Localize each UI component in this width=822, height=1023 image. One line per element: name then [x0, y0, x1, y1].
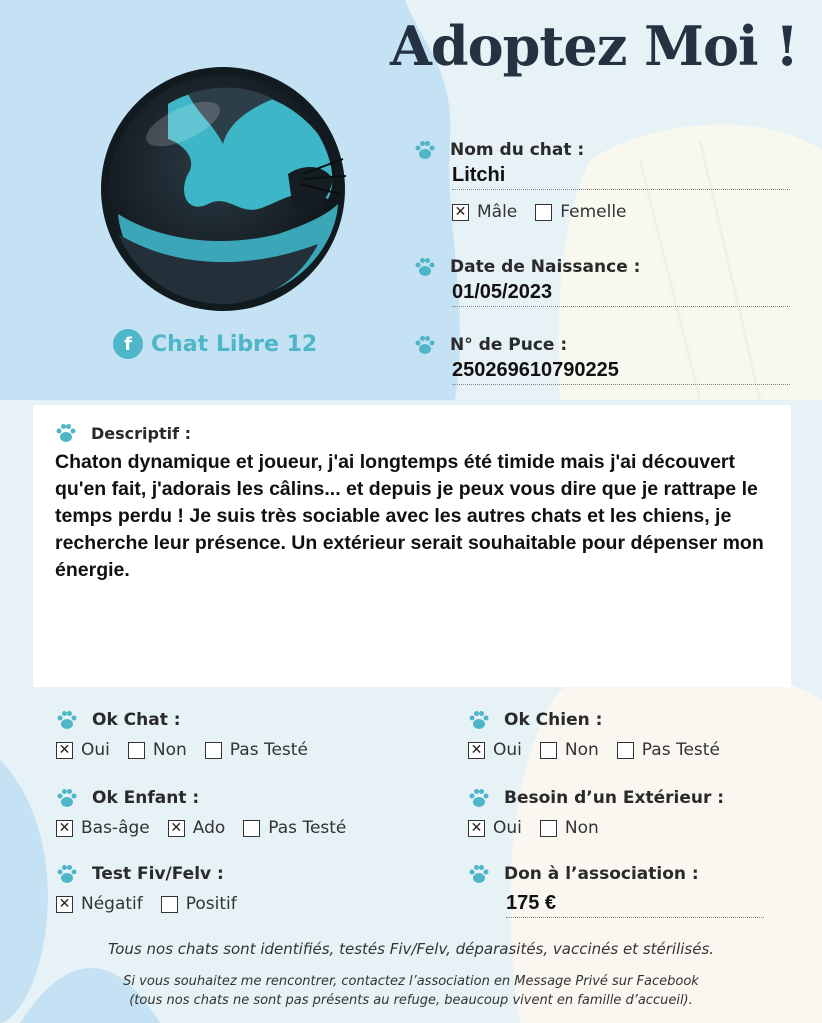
ok-chien-pas-teste-checkbox[interactable]: [617, 742, 634, 759]
exterieur-option: Oui: [493, 818, 522, 838]
page-title: Adoptez Moi !: [389, 14, 798, 78]
nom-value[interactable]: Litchi: [452, 164, 790, 190]
ok-chien-option: Pas Testé: [641, 740, 720, 760]
puce-label: N° de Puce :: [450, 335, 568, 355]
exterieur-non-checkbox[interactable]: [540, 820, 557, 837]
ok-enfant-bas-age-checkbox[interactable]: ✕: [56, 820, 73, 837]
ok-enfant-ado-checkbox[interactable]: ✕: [168, 820, 185, 837]
facebook-icon[interactable]: f: [113, 329, 143, 359]
paw-icon: [414, 335, 436, 355]
naissance-label: Date de Naissance :: [450, 257, 641, 277]
ok-chien-option: Oui: [493, 740, 522, 760]
ok-chat-block: [56, 710, 308, 760]
ok-chat-pas-teste-checkbox[interactable]: [205, 742, 222, 759]
male-label: Mâle: [477, 202, 518, 222]
ok-enfant-pas-teste-checkbox[interactable]: [243, 820, 260, 837]
test-option: Positif: [185, 894, 237, 914]
field-naissance: [414, 257, 790, 307]
ok-chat-non-checkbox[interactable]: [128, 742, 145, 759]
ok-chat-option: Non: [152, 740, 187, 760]
footer-line-2: Si vous souhaitez me rencontrer, contactez l’association en Message Privé sur Facebook: [123, 974, 699, 989]
test-positif-checkbox[interactable]: [161, 896, 178, 913]
ok-chat-option: Oui: [81, 740, 110, 760]
ok-chien-oui-checkbox[interactable]: ✕: [468, 742, 485, 759]
descriptif-label: Descriptif :: [91, 423, 192, 443]
nom-label: Nom du chat :: [450, 140, 585, 160]
paw-icon: [56, 788, 78, 808]
footer-contact: [0, 972, 822, 1010]
paw-icon: [414, 257, 436, 277]
exterieur-block: [468, 788, 724, 838]
ok-chat-option: Pas Testé: [229, 740, 308, 760]
ok-chat-label: Ok Chat :: [92, 710, 181, 730]
sexe-row: [452, 202, 790, 222]
paw-icon: [414, 140, 436, 160]
ok-chien-label: Ok Chien :: [504, 710, 603, 730]
test-label: Test Fiv/Felv :: [92, 864, 224, 884]
brand: [113, 329, 317, 359]
don-value[interactable]: 175 €: [506, 892, 764, 918]
ok-chat-oui-checkbox[interactable]: ✕: [56, 742, 73, 759]
paw-icon: [468, 864, 490, 884]
ok-enfant-block: [56, 788, 346, 838]
field-puce: [414, 335, 790, 385]
exterieur-oui-checkbox[interactable]: ✕: [468, 820, 485, 837]
ok-enfant-option: Bas-âge: [81, 818, 150, 838]
field-nom: [414, 140, 790, 222]
descriptif-box: [33, 405, 791, 687]
paw-icon: [56, 864, 78, 884]
ok-enfant-option: Pas Testé: [268, 818, 347, 838]
ok-enfant-label: Ok Enfant :: [92, 788, 200, 808]
exterieur-option: Non: [564, 818, 599, 838]
paw-icon: [468, 710, 490, 730]
don-block: [468, 864, 764, 918]
male-checkbox[interactable]: ✕: [452, 204, 469, 221]
paw-icon: [468, 788, 490, 808]
don-label: Don à l’association :: [504, 864, 699, 884]
descriptif-text[interactable]: Chaton dynamique et joueur, j'ai longtemps été timide mais j'ai découvert qu'en fait, j'adorais les câlins... et depuis je peux vous dire que je rattrape le temps perdu ! Je suis très sociable avec les autres chats et les chiens, je recherche leur présence. Un extérieur serait souhaitable pour dépenser mon énergie.: [55, 451, 764, 581]
test-negatif-checkbox[interactable]: ✕: [56, 896, 73, 913]
paw-icon: [56, 710, 78, 730]
ok-chien-block: [468, 710, 720, 760]
ok-enfant-option: Ado: [192, 818, 226, 838]
puce-value[interactable]: 250269610790225: [452, 359, 790, 385]
female-checkbox[interactable]: [535, 204, 552, 221]
cat-logo: [88, 64, 358, 314]
ok-chien-option: Non: [564, 740, 599, 760]
test-block: [56, 864, 237, 914]
footer-line-1: Tous nos chats sont identifiés, testés Fiv/Felv, déparasités, vaccinés et stérilisés.: [107, 940, 715, 958]
footer-line-3: (tous nos chats ne sont pas présents au refuge, beaucoup vivent en famille d’accueil).: [129, 993, 693, 1008]
naissance-value[interactable]: 01/05/2023: [452, 281, 790, 307]
exterieur-label: Besoin d’un Extérieur :: [504, 788, 725, 808]
paw-icon: [55, 423, 77, 443]
test-option: Négatif: [81, 894, 143, 914]
brand-name: Chat Libre 12: [151, 331, 318, 357]
female-label: Femelle: [560, 202, 627, 222]
ok-chien-non-checkbox[interactable]: [540, 742, 557, 759]
